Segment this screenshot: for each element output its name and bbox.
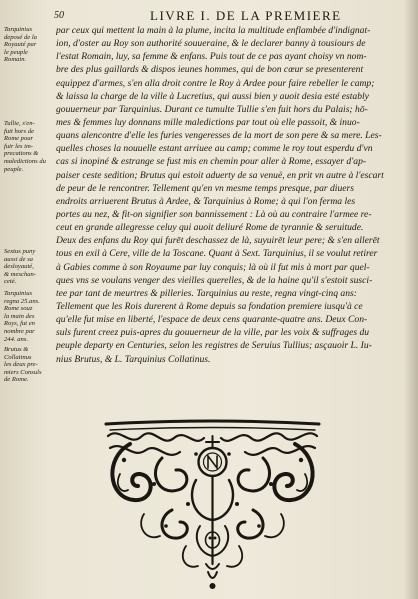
text-line: peuple departy en Centuries, selon les registres de Seruius Tullius; asçauoir L. Iu- — [56, 340, 372, 352]
margin-note-line: Romain. — [4, 56, 27, 64]
text-line: portes au nez, & fit-on signifier son bannissement : Là où au contraire l'armee re- — [56, 208, 372, 220]
margin-note-line: deposé de la — [4, 33, 37, 41]
margin-note-line: Tullie, s'en- — [4, 120, 35, 127]
text-line: tous en exil à Cere, ville de la Toscane. Quant à Sext. Tarquinius, il se voulut retirer — [56, 248, 378, 260]
margin-note-line: Sextus puny — [4, 248, 36, 255]
margin-note-line: desloyauté, — [4, 263, 34, 271]
margin-note-line: Brutus & — [4, 346, 29, 353]
text-line: qu'elle fut mise en liberté, l'espace de deux cens quarante-quatre ans. Deux Con- — [56, 314, 368, 326]
text-line: quans alencontre d'elle les furies vengeresses de la mort de son pere & sa mere. Les- — [56, 130, 382, 142]
text-line: l'estat Romain, luy, sa femme & enfans. Puis tout de ce pas ayant choisy vn nom- — [56, 51, 367, 63]
margin-note-line: Rome souz — [4, 305, 33, 313]
margin-note-line: Collatinus — [4, 353, 32, 361]
margin-note-line: miers Consuls — [4, 368, 42, 376]
margin-note-line: peuple. — [4, 165, 24, 173]
margin-note-line: ceté. — [4, 278, 17, 286]
margin-note-line: & meschan- — [4, 270, 37, 278]
text-line: ques vns se voulans venger des vieilles querelles, & de la haine qu'il s'estoit susci- — [56, 274, 373, 286]
margin-note-line: 244. ans. — [4, 335, 28, 343]
body-text — [56, 24, 408, 366]
text-line: paiser ceste sedition; Brutus qui estoit aduerty de sa venuë, en prit vn autre à l'escart — [56, 169, 384, 181]
text-line: quelles choses la nouuelle estant arriuee au camp; comme le roy tout esperdu d'vn — [56, 143, 373, 155]
text-line: mes & femmes luy donnans mille maledictions par tout où elle passoit, & inuo- — [56, 116, 360, 128]
text-line: ion, d'oster au Roy son authorité souueraine, & le declarer banny à tousiours de — [56, 38, 366, 50]
margin-note-line: fuit hors de — [4, 127, 35, 135]
margin-note-line: le peuple — [4, 48, 28, 56]
margin-note-line: Rome pour — [4, 135, 34, 143]
margin-note-line: nombre par — [4, 327, 35, 335]
text-line: gouuerneur par Tarquinius. Durant ce tumulte Tullie s'en fuit hors du Palais; hō- — [56, 103, 368, 115]
margin-note-sextus — [4, 248, 58, 286]
text-line: & laissa la charge de la ville à Lucretius, qui aussi bien y auoit desia esté estably — [56, 90, 369, 102]
page-number: 50 — [54, 10, 64, 21]
margin-note-line: precations & — [4, 150, 39, 158]
margin-note-reign — [4, 290, 58, 343]
text-line: endroits arriuerent Brutus à Ardee, & Tarquinius à Rome; à qui l'on ferma les — [56, 195, 356, 207]
fleuron-tailpiece-icon — [100, 414, 325, 594]
text-line: bre des plus gaillards & dispos ieunes hommes, qui de bon cœur se presenterent — [56, 64, 364, 76]
text-line: à Gabies comme à son Royaume par luy conquis; là où il fut mis à mort par quel- — [56, 261, 370, 273]
margin-note-line: aussi de sa — [4, 255, 33, 263]
text-line: ceut en grande allegresse celuy qui auoit deliuré Rome de tyrannie & seruitude. — [56, 222, 364, 234]
margin-note-line: fuir les im- — [4, 142, 33, 150]
margin-note-line: de Rome. — [4, 376, 29, 384]
margin-note-line: Royauté par — [4, 41, 37, 49]
text-line: cas si inopiné & estrange se fust mis en chemin pour aller à Rome, essayer d'ap- — [56, 156, 367, 168]
text-line: suls furent creez puis-apres du gouuerneur de la ville, par les voix & suffrages du — [56, 327, 370, 339]
margin-note-deposition — [4, 26, 58, 64]
margin-note-line: les deux pre- — [4, 361, 38, 369]
margin-note-line: la main des — [4, 312, 35, 320]
margin-note-line: Tarquinius — [4, 290, 33, 297]
margin-note-tullie — [4, 120, 58, 173]
margin-note-line: Roys, fut en — [4, 320, 35, 328]
running-head: LIVRE I. DE LA PREMIERE — [150, 8, 342, 23]
margin-note-consuls — [4, 346, 58, 384]
text-line: nius Brutus, & L. Tarquinius Collatinus. — [56, 353, 211, 365]
text-line: Tellement que les Rois durerent à Rome depuis sa fondation premiere iusqu'à ce — [56, 300, 363, 312]
text-line: equippez d'armes, s'en alla droit contre le Roy à Ardee pour faire rebeller le camp; — [56, 77, 375, 89]
text-line: Deux des enfans du Roy qui furēt deschassez de là, suyuirēt leur pere; & s'en allerēt — [56, 235, 380, 247]
text-line: par ceux qui mettent la main à la plume, incita la multitude enflambée d'indignat- — [56, 25, 371, 36]
margin-note-line: Tarquinius — [4, 26, 33, 33]
text-line: tee par tant de meurtres & pilleries. Tarquinius au reste, regna vingt-cinq ans: — [56, 287, 357, 299]
text-line: de peur de le rencontrer. Tellement qu'en vn mesme temps presque, par diuers — [56, 182, 354, 194]
margin-note-line: regna 25.ans. — [4, 297, 40, 305]
margin-note-line: maledictions du — [4, 157, 46, 165]
